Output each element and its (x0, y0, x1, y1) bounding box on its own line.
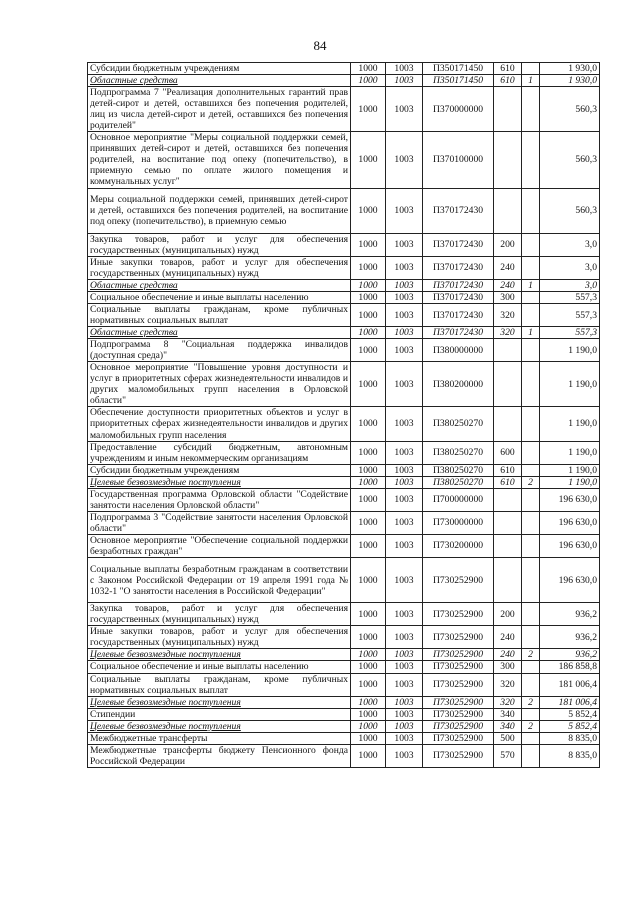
section-code: 1000 (351, 188, 386, 233)
table-row (88, 558, 600, 603)
target-article-code: П700000000 (423, 488, 494, 511)
section-code: 1000 (351, 696, 386, 708)
row-name: Предоставление субсидий бюджетным, автономным учреждениям и иным некоммерческим организациям (88, 441, 351, 464)
target-article-code: П380200000 (423, 362, 494, 407)
section-code: 1000 (351, 744, 386, 767)
budget-table-body (88, 63, 600, 768)
expense-type-code: 600 (494, 441, 522, 464)
expense-type-code: 340 (494, 720, 522, 732)
section-code: 1000 (351, 488, 386, 511)
funding-source-code (522, 188, 540, 233)
amount: 1 190,0 (540, 362, 600, 407)
amount: 196 630,0 (540, 488, 600, 511)
expense-type-code: 240 (494, 256, 522, 279)
amount: 557,3 (540, 304, 600, 327)
table-row (88, 488, 600, 511)
section-code: 1000 (351, 75, 386, 87)
expense-type-code: 320 (494, 696, 522, 708)
table-row (88, 673, 600, 696)
target-article-code: П380250270 (423, 476, 494, 488)
subsection-code: 1003 (386, 708, 423, 720)
amount: 5 852,4 (540, 708, 600, 720)
subsection-code: 1003 (386, 476, 423, 488)
target-article-code: П730252900 (423, 558, 494, 603)
row-name: Закупка товаров, работ и услуг для обеспечения государственных (муниципальных) нужд (88, 233, 351, 256)
table-row (88, 188, 600, 233)
subsection-code: 1003 (386, 626, 423, 649)
section-code: 1000 (351, 362, 386, 407)
amount: 1 190,0 (540, 476, 600, 488)
subsection-code: 1003 (386, 511, 423, 534)
row-name: Субсидии бюджетным учреждениям (88, 464, 351, 476)
subsection-code: 1003 (386, 339, 423, 362)
table-row (88, 696, 600, 708)
table-row (88, 132, 600, 188)
section-code: 1000 (351, 87, 386, 132)
expense-type-code: 500 (494, 732, 522, 744)
expense-type-code (494, 339, 522, 362)
amount: 3,0 (540, 256, 600, 279)
row-name: Основное мероприятие "Меры социальной поддержки семей, принявших детей-сирот и детей, оставшихся без попечения родителей, на воспитание под опеку (попечительство), в приемную семью по оплате жилого помещения и коммунальных услуг" (88, 132, 351, 188)
funding-source-code (522, 558, 540, 603)
expense-type-code (494, 534, 522, 557)
row-name: Целевые безвозмездные поступления (88, 649, 351, 661)
target-article-code: П370100000 (423, 132, 494, 188)
row-name: Социальное обеспечение и иные выплаты населению (88, 291, 351, 303)
section-code: 1000 (351, 626, 386, 649)
amount: 196 630,0 (540, 534, 600, 557)
row-name: Областные средства (88, 75, 351, 87)
funding-source-code (522, 87, 540, 132)
row-name: Основное мероприятие "Обеспечение социальной поддержки безработных граждан" (88, 534, 351, 557)
amount: 1 930,0 (540, 63, 600, 75)
amount: 181 006,4 (540, 696, 600, 708)
section-code: 1000 (351, 233, 386, 256)
target-article-code: П730200000 (423, 534, 494, 557)
table-row (88, 233, 600, 256)
subsection-code: 1003 (386, 464, 423, 476)
expense-type-code: 200 (494, 233, 522, 256)
row-name: Областные средства (88, 327, 351, 339)
funding-source-code (522, 441, 540, 464)
page-number: 84 (313, 38, 327, 53)
subsection-code: 1003 (386, 233, 423, 256)
section-code: 1000 (351, 279, 386, 291)
table-row (88, 87, 600, 132)
row-name: Межбюджетные трансферты (88, 732, 351, 744)
section-code: 1000 (351, 534, 386, 557)
funding-source-code (522, 732, 540, 744)
section-code: 1000 (351, 407, 386, 441)
table-row (88, 256, 600, 279)
row-name: Основное мероприятие "Повышение уровня доступности и услуг в приоритетных сферах жизнедеятельности инвалидов и других маломобильных групп населения в Орловской области" (88, 362, 351, 407)
section-code: 1000 (351, 732, 386, 744)
table-row (88, 603, 600, 626)
amount: 936,2 (540, 649, 600, 661)
row-name: Целевые безвозмездные поступления (88, 696, 351, 708)
table-row (88, 649, 600, 661)
table-row (88, 732, 600, 744)
funding-source-code: 2 (522, 476, 540, 488)
row-name: Подпрограмма 8 "Социальная поддержка инвалидов (доступная среда)" (88, 339, 351, 362)
row-name: Иные закупки товаров, работ и услуг для обеспечения государственных (муниципальных) нужд (88, 256, 351, 279)
subsection-code: 1003 (386, 696, 423, 708)
target-article-code: П730252900 (423, 649, 494, 661)
funding-source-code (522, 63, 540, 75)
section-code: 1000 (351, 464, 386, 476)
expense-type-code (494, 132, 522, 188)
section-code: 1000 (351, 649, 386, 661)
subsection-code: 1003 (386, 327, 423, 339)
section-code: 1000 (351, 558, 386, 603)
subsection-code: 1003 (386, 558, 423, 603)
funding-source-code (522, 256, 540, 279)
table-row (88, 279, 600, 291)
row-name: Меры социальной поддержки семей, принявших детей-сирот и детей, оставшихся без попечения родителей, на воспитание под опеку (попечительство), в приемную семью (88, 188, 351, 233)
funding-source-code (522, 673, 540, 696)
expense-type-code: 200 (494, 603, 522, 626)
section-code: 1000 (351, 673, 386, 696)
section-code: 1000 (351, 256, 386, 279)
section-code: 1000 (351, 720, 386, 732)
section-code: 1000 (351, 441, 386, 464)
row-name: Субсидии бюджетным учреждениям (88, 63, 351, 75)
table-row (88, 304, 600, 327)
expense-type-code (494, 488, 522, 511)
funding-source-code (522, 626, 540, 649)
amount: 936,2 (540, 626, 600, 649)
section-code: 1000 (351, 708, 386, 720)
funding-source-code (522, 339, 540, 362)
amount: 3,0 (540, 233, 600, 256)
expense-type-code: 570 (494, 744, 522, 767)
target-article-code: П370172430 (423, 291, 494, 303)
table-row (88, 476, 600, 488)
funding-source-code: 1 (522, 279, 540, 291)
row-name: Социальные выплаты гражданам, кроме публичных нормативных социальных выплат (88, 673, 351, 696)
target-article-code: П730252900 (423, 708, 494, 720)
target-article-code: П370172430 (423, 304, 494, 327)
funding-source-code (522, 233, 540, 256)
row-name: Закупка товаров, работ и услуг для обеспечения государственных (муниципальных) нужд (88, 603, 351, 626)
table-row (88, 511, 600, 534)
budget-table (87, 62, 600, 768)
subsection-code: 1003 (386, 441, 423, 464)
row-name: Государственная программа Орловской области "Содействие занятости населения Орловской области" (88, 488, 351, 511)
table-row (88, 626, 600, 649)
subsection-code: 1003 (386, 87, 423, 132)
amount: 1 930,0 (540, 75, 600, 87)
funding-source-code (522, 464, 540, 476)
expense-type-code: 320 (494, 673, 522, 696)
section-code: 1000 (351, 327, 386, 339)
amount: 1 190,0 (540, 441, 600, 464)
target-article-code: П730252900 (423, 744, 494, 767)
funding-source-code (522, 708, 540, 720)
subsection-code: 1003 (386, 63, 423, 75)
target-article-code: П730252900 (423, 603, 494, 626)
table-row (88, 362, 600, 407)
target-article-code: П380250270 (423, 441, 494, 464)
expense-type-code (494, 511, 522, 534)
subsection-code: 1003 (386, 362, 423, 407)
target-article-code: П730252900 (423, 626, 494, 649)
expense-type-code (494, 407, 522, 441)
table-row (88, 534, 600, 557)
subsection-code: 1003 (386, 744, 423, 767)
amount: 936,2 (540, 603, 600, 626)
row-name: Социальное обеспечение и иные выплаты населению (88, 661, 351, 673)
expense-type-code (494, 558, 522, 603)
amount: 560,3 (540, 87, 600, 132)
section-code: 1000 (351, 661, 386, 673)
amount: 5 852,4 (540, 720, 600, 732)
table-row (88, 661, 600, 673)
table-row (88, 708, 600, 720)
table-row (88, 327, 600, 339)
row-name: Целевые безвозмездные поступления (88, 476, 351, 488)
expense-type-code: 610 (494, 476, 522, 488)
section-code: 1000 (351, 511, 386, 534)
target-article-code: П370172430 (423, 233, 494, 256)
expense-type-code: 240 (494, 626, 522, 649)
row-name: Межбюджетные трансферты бюджету Пенсионного фонда Российской Федерации (88, 744, 351, 767)
table-row (88, 291, 600, 303)
expense-type-code: 340 (494, 708, 522, 720)
target-article-code: П730252900 (423, 732, 494, 744)
expense-type-code: 610 (494, 63, 522, 75)
amount: 1 190,0 (540, 339, 600, 362)
amount: 560,3 (540, 188, 600, 233)
amount: 8 835,0 (540, 732, 600, 744)
section-code: 1000 (351, 476, 386, 488)
target-article-code: П370172430 (423, 188, 494, 233)
subsection-code: 1003 (386, 279, 423, 291)
expense-type-code (494, 87, 522, 132)
funding-source-code (522, 304, 540, 327)
target-article-code: П730252900 (423, 673, 494, 696)
funding-source-code: 1 (522, 327, 540, 339)
amount: 196 630,0 (540, 511, 600, 534)
expense-type-code: 240 (494, 279, 522, 291)
row-name: Обеспечение доступности приоритетных объектов и услуг в приоритетных сферах жизнедеятельности инвалидов и других маломобильных групп населения (88, 407, 351, 441)
subsection-code: 1003 (386, 649, 423, 661)
funding-source-code (522, 603, 540, 626)
amount: 8 835,0 (540, 744, 600, 767)
subsection-code: 1003 (386, 132, 423, 188)
subsection-code: 1003 (386, 732, 423, 744)
expense-type-code: 320 (494, 327, 522, 339)
subsection-code: 1003 (386, 256, 423, 279)
funding-source-code: 2 (522, 696, 540, 708)
subsection-code: 1003 (386, 661, 423, 673)
table-row (88, 720, 600, 732)
row-name: Целевые безвозмездные поступления (88, 720, 351, 732)
row-name: Подпрограмма 7 "Реализация дополнительных гарантий прав детей-сирот и детей, оставшихся без попечения родителей, лиц из числа детей-сирот и детей, оставшихся без попечения родителей" (88, 87, 351, 132)
subsection-code: 1003 (386, 304, 423, 327)
funding-source-code (522, 744, 540, 767)
funding-source-code (522, 534, 540, 557)
row-name: Подпрограмма 3 "Содействие занятости населения Орловской области" (88, 511, 351, 534)
expense-type-code (494, 188, 522, 233)
target-article-code: П730252900 (423, 661, 494, 673)
section-code: 1000 (351, 132, 386, 188)
subsection-code: 1003 (386, 603, 423, 626)
expense-type-code: 610 (494, 75, 522, 87)
subsection-code: 1003 (386, 407, 423, 441)
funding-source-code (522, 661, 540, 673)
table-row (88, 464, 600, 476)
funding-source-code (522, 362, 540, 407)
expense-type-code: 300 (494, 661, 522, 673)
target-article-code: П380250270 (423, 407, 494, 441)
subsection-code: 1003 (386, 188, 423, 233)
section-code: 1000 (351, 291, 386, 303)
expense-type-code: 320 (494, 304, 522, 327)
subsection-code: 1003 (386, 488, 423, 511)
amount: 181 006,4 (540, 673, 600, 696)
target-article-code: П380250270 (423, 464, 494, 476)
expense-type-code: 610 (494, 464, 522, 476)
funding-source-code: 1 (522, 75, 540, 87)
table-row (88, 63, 600, 75)
funding-source-code: 2 (522, 720, 540, 732)
row-name: Иные закупки товаров, работ и услуг для обеспечения государственных (муниципальных) нужд (88, 626, 351, 649)
funding-source-code (522, 488, 540, 511)
target-article-code: П730252900 (423, 696, 494, 708)
section-code: 1000 (351, 304, 386, 327)
row-name: Стипендии (88, 708, 351, 720)
table-row (88, 441, 600, 464)
amount: 1 190,0 (540, 407, 600, 441)
amount: 557,3 (540, 327, 600, 339)
target-article-code: П350171450 (423, 63, 494, 75)
funding-source-code (522, 511, 540, 534)
section-code: 1000 (351, 63, 386, 75)
row-name: Областные средства (88, 279, 351, 291)
funding-source-code (522, 291, 540, 303)
table-row (88, 407, 600, 441)
target-article-code: П730252900 (423, 720, 494, 732)
expense-type-code: 300 (494, 291, 522, 303)
table-row (88, 75, 600, 87)
amount: 1 190,0 (540, 464, 600, 476)
section-code: 1000 (351, 339, 386, 362)
table-row (88, 744, 600, 767)
expense-type-code: 240 (494, 649, 522, 661)
table-row (88, 339, 600, 362)
subsection-code: 1003 (386, 720, 423, 732)
subsection-code: 1003 (386, 291, 423, 303)
subsection-code: 1003 (386, 75, 423, 87)
target-article-code: П380000000 (423, 339, 494, 362)
funding-source-code: 2 (522, 649, 540, 661)
row-name: Социальные выплаты безработным гражданам в соответствии с Законом Российской Федерации от 19 апреля 1991 года № 1032-1 "О занятости населения в Российской Федерации" (88, 558, 351, 603)
amount: 196 630,0 (540, 558, 600, 603)
target-article-code: П350171450 (423, 75, 494, 87)
funding-source-code (522, 407, 540, 441)
target-article-code: П730000000 (423, 511, 494, 534)
amount: 560,3 (540, 132, 600, 188)
target-article-code: П370172430 (423, 279, 494, 291)
amount: 186 858,8 (540, 661, 600, 673)
section-code: 1000 (351, 603, 386, 626)
target-article-code: П370000000 (423, 87, 494, 132)
target-article-code: П370172430 (423, 327, 494, 339)
expense-type-code (494, 362, 522, 407)
amount: 557,3 (540, 291, 600, 303)
funding-source-code (522, 132, 540, 188)
row-name: Социальные выплаты гражданам, кроме публичных нормативных социальных выплат (88, 304, 351, 327)
target-article-code: П370172430 (423, 256, 494, 279)
subsection-code: 1003 (386, 534, 423, 557)
amount: 3,0 (540, 279, 600, 291)
subsection-code: 1003 (386, 673, 423, 696)
